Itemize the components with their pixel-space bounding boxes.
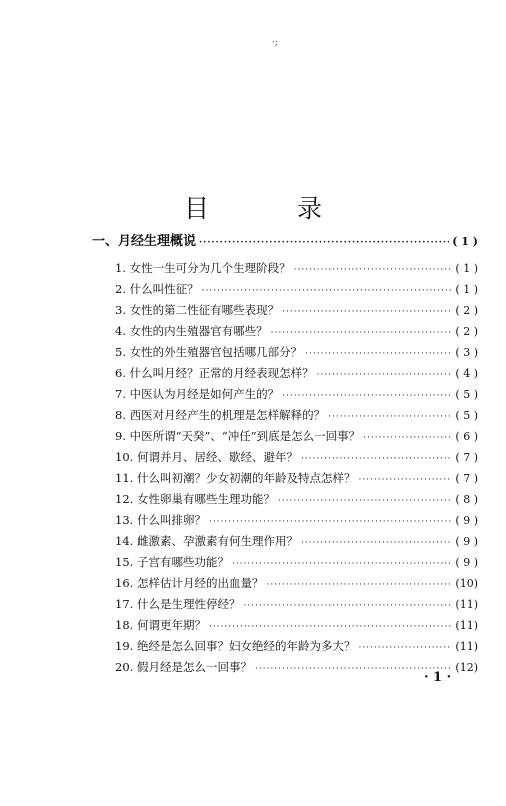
toc-entry-label: 12. 女性卵巢有哪些生理功能？ (115, 492, 275, 506)
toc-entry-label: 8. 西医对月经产生的机理是怎样解释的？ (115, 408, 326, 422)
toc-entry[interactable] (115, 594, 478, 614)
toc-entry-page: ( 9 ) (455, 514, 478, 527)
toc-entry-page: ( 6 ) (455, 430, 478, 443)
toc-entry[interactable] (115, 552, 478, 572)
dot-leader (255, 659, 452, 679)
dot-leader (282, 302, 452, 322)
toc-entry[interactable] (115, 405, 478, 425)
toc-entry[interactable] (115, 300, 478, 320)
toc-entry-label: 15. 子宫有哪些功能？ (115, 555, 229, 569)
dot-leader (278, 491, 452, 511)
toc-entry-page: ( 7 ) (455, 472, 478, 485)
dot-leader (232, 554, 452, 574)
dot-leader (209, 512, 452, 532)
scan-speck: ·; (272, 38, 278, 48)
toc-entry-label: 11. 什么叫初潮？少女初潮的年龄及特点怎样？ (115, 471, 356, 485)
dot-leader (282, 386, 452, 406)
toc-entry-label: 2. 什么叫性征？ (115, 282, 199, 296)
toc-entry-label: 3. 女性的第二性征有哪些表现？ (115, 303, 280, 317)
toc-entry[interactable] (115, 258, 478, 278)
toc-entry-label: 7. 中医认为月经是如何产生的？ (115, 387, 280, 401)
toc-section-entry[interactable] (92, 232, 478, 252)
dot-leader (266, 575, 452, 595)
toc-entry-page: ( 7 ) (455, 451, 478, 464)
toc-entry-page: (10) (455, 577, 478, 590)
toc-entry[interactable] (115, 510, 478, 530)
page-number: · 1 · (424, 670, 452, 685)
toc-entry-label: 5. 女性的外生殖器官包括哪几部分？ (115, 345, 303, 359)
dot-leader (271, 323, 453, 343)
toc-entry-page: ( 4 ) (455, 367, 478, 380)
toc-entry-label: 1. 女性一生可分为几个生理阶段？ (115, 261, 291, 275)
toc-entry-page: (11) (455, 598, 478, 611)
toc-entry[interactable] (115, 342, 478, 362)
toc-entry-page: ( 5 ) (455, 409, 478, 422)
dot-leader (243, 596, 452, 616)
dot-leader (301, 449, 452, 469)
toc-entry-label: 18. 何谓更年期？ (115, 618, 206, 632)
toc-entry[interactable] (115, 426, 478, 446)
toc-entry-label: 10. 何谓并月、居经、歇经、避年？ (115, 450, 298, 464)
toc-entry-label: 9. 中医所谓“天癸”、“冲任”到底是怎么一回事？ (115, 429, 361, 443)
toc-section-label: 一、月经生理概说 (92, 234, 197, 249)
dot-leader (358, 638, 452, 658)
toc-entry[interactable] (115, 489, 478, 509)
toc-entry[interactable] (115, 279, 478, 299)
toc-entry-page: ( 8 ) (455, 493, 478, 506)
dot-leader (294, 260, 453, 280)
toc-entry-page: ( 2 ) (455, 304, 478, 317)
toc-entry[interactable] (115, 321, 478, 341)
toc-entry[interactable] (115, 636, 478, 656)
toc-entry-label: 19. 绝经是怎么回事？妇女绝经的年龄为多大？ (115, 639, 356, 653)
toc-entry-page: ( 2 ) (455, 325, 478, 338)
dot-leader (202, 281, 453, 301)
toc-entry-page: (11) (455, 619, 478, 632)
toc-entry-page: ( 1 ) (455, 283, 478, 296)
toc-entry-label: 13. 什么叫排卵？ (115, 513, 206, 527)
dot-leader (199, 233, 449, 253)
toc-entry-label: 17. 什么是生理性停经？ (115, 597, 241, 611)
toc-entry-label: 6. 什么叫月经？正常的月经表现怎样？ (115, 366, 314, 380)
dot-leader (358, 470, 452, 490)
toc-section-page: ( 1 ) (452, 235, 478, 248)
toc-entry-label: 4. 女性的内生殖器官有哪些？ (115, 324, 268, 338)
dot-leader (328, 407, 452, 427)
toc-entry[interactable] (115, 447, 478, 467)
toc-entry-page: ( 3 ) (455, 346, 478, 359)
dot-leader (317, 365, 453, 385)
toc-entry[interactable] (115, 363, 478, 383)
toc-entry[interactable] (115, 615, 478, 635)
toc-entry-page: (12) (455, 661, 478, 674)
dot-leader (305, 344, 452, 364)
toc-entry[interactable] (115, 573, 478, 593)
toc-entry[interactable] (115, 384, 478, 404)
toc-entry-page: ( 1 ) (455, 262, 478, 275)
toc-entry-page: (11) (455, 640, 478, 653)
toc-entry-page: ( 9 ) (455, 535, 478, 548)
dot-leader (363, 428, 452, 448)
toc-entry[interactable] (115, 468, 478, 488)
dot-leader (209, 617, 452, 637)
toc-entry-page: ( 9 ) (455, 556, 478, 569)
page-title: 目 录 (184, 193, 362, 223)
toc-entry-label: 14. 雌激素、孕激素有何生理作用？ (115, 534, 298, 548)
toc-entry[interactable] (115, 531, 478, 551)
toc-entry-page: ( 5 ) (455, 388, 478, 401)
dot-leader (301, 533, 452, 553)
toc-entry-label: 20. 假月经是怎么一回事？ (115, 660, 252, 674)
toc-entry-label: 16. 怎样估计月经的出血量？ (115, 576, 264, 590)
